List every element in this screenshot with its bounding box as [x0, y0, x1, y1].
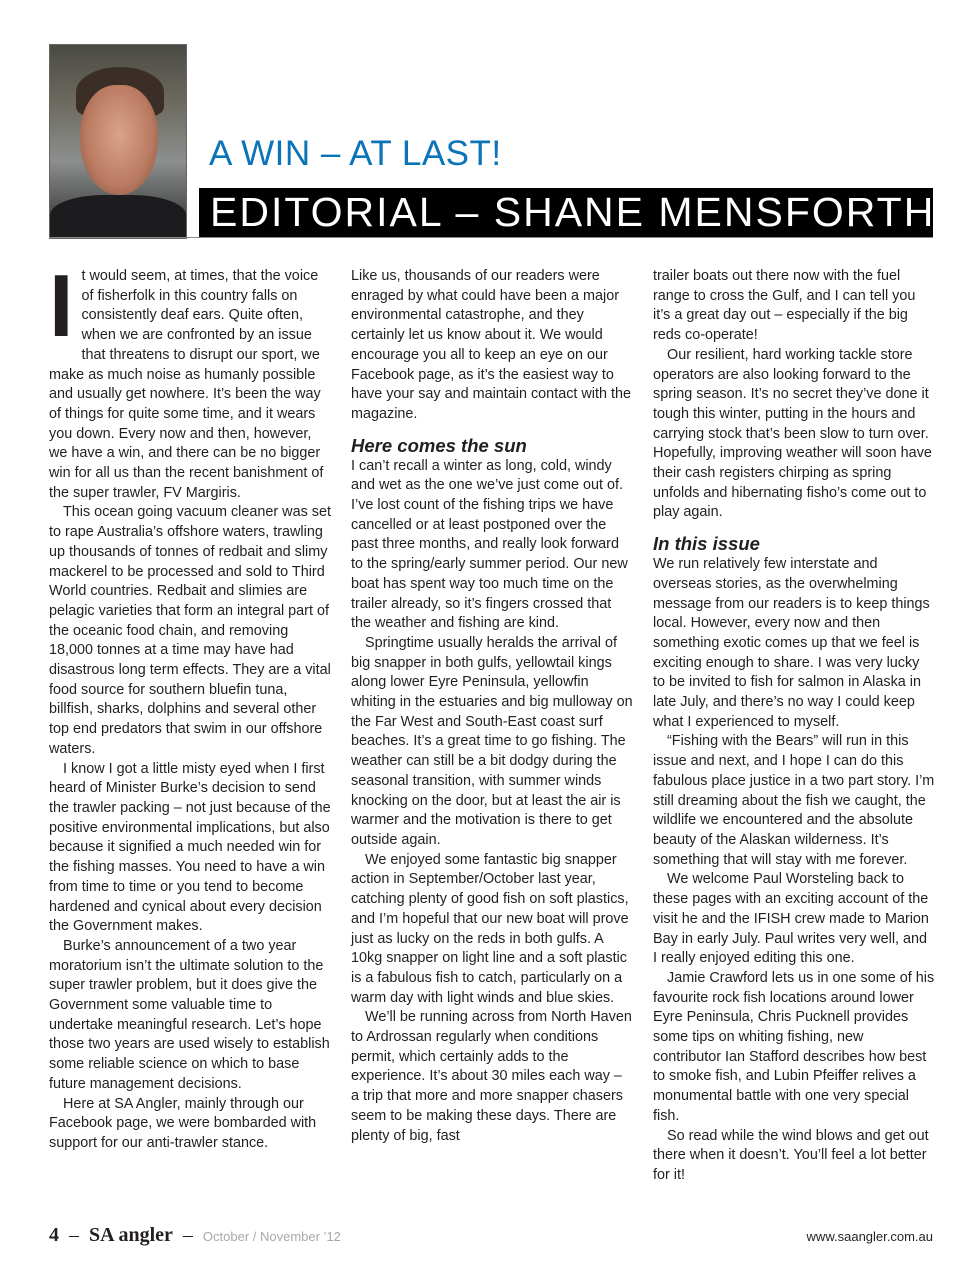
subheading: In this issue [653, 533, 760, 555]
paragraph: I know I got a little misty eyed when I first heard of Minister Burke’s decision to send the trawler packing – not just because of the positive environmental implications, but also because it signified a much needed win for the fishing masses. You need to have a win from time to time or you tend to become hardened and cynical about every decision the Government makes. [49, 760, 331, 935]
paragraph: Our resilient, hard working tackle store operators are also looking forward to the spring season. It’s no secret they’ve done it tough this winter, putting in the hours and carrying stock that’s been slow to turn over. Hopefully, improving weather will soon have their cash registers chirping as spring unfolds and hibernating fisho’s come out to play again. [653, 346, 932, 521]
paragraph: We welcome Paul Worsteling back to these pages with an exciting account of the visit he and the IFISH crew made to Marion Bay in early July. Paul writes very well, and I really enjoyed editing this one. [653, 871, 929, 967]
page-number: 4 [49, 1224, 59, 1246]
section-banner: EDITORIAL – SHANE MENSFORTH [199, 188, 933, 237]
paragraph: I can’t recall a winter as long, cold, windy and wet as the one we’ve just come out of. I’ve lost count of the fishing trips we have cancelled or at least postponed over the past three months, and really look forward to the spring/early summer period. Our new boat has spent way too much time on the trailer already, so it’s fingers crossed that the weather and fishing are kind. [351, 457, 628, 632]
footer-dash: – [182, 1224, 193, 1246]
paragraph: We run relatively few interstate and overseas stories, as the overwhelming message from our readers is to keep things local. However, every now and then something exotic comes up that we feel is exciting enough to share. I was very lucky to be invited to fish for salmon in Alaska in late July, and there’s no way I could keep what I experienced to myself. [653, 556, 930, 730]
page-footer [49, 1224, 933, 1248]
paragraph: Jamie Crawford lets us in one some of his favourite rock fish locations around lower Eyre Peninsula, Chris Pucknell provides some tips on whiting fishing, new contributor Ian Stafford describes how best to smoke fish, and Lubin Pfeiffer relives a monumental battle with one very special fish. [653, 969, 935, 1124]
paragraph: Burke’s announcement of a two year moratorium isn’t the ultimate solution to the super trawler problem, but it does give the Government some valuable time to undertake meaningful research. Let’s hope those two years are used wisely to establish some reliable science on which to base future management decisions. [49, 937, 330, 1092]
column-2 [351, 267, 633, 1146]
paragraph: “Fishing with the Bears” will run in this issue and next, and I hope I can do this fabulous place justice in a two part story. I’m still dreaming about the fish we caught, the wildlife we encountered and the absolute beauty of the Alaskan wilderness. It’s something that will stay with me forever. [653, 733, 935, 868]
footer-dash: – [69, 1224, 79, 1246]
paragraph: Like us, thousands of our readers were enraged by what could have been a major environmental catastrophe, and they certainly let us know about it. We would encourage you all to keep an eye on our Facebook page, as it’s the easiest way to have your say and maintain contact with the magazine. [351, 268, 631, 422]
paragraph: So read while the wind blows and get out there when it doesn’t. You’ll feel a lot better for it! [653, 1127, 929, 1183]
issue-date: October / November ’12 [202, 1229, 341, 1244]
magazine-name: SA angler [89, 1224, 173, 1246]
column-3 [653, 267, 935, 1186]
paragraph: This ocean going vacuum cleaner was set to rape Australia’s offshore waters, trawling up thousands of tonnes of redbait and slimy mackerel to be processed and sold to Third World countries. Redbait and slimies are pelagic varieties that form an integral part of the oceanic food chain, and removing 18,000 tonnes at a time may have had disastrous long term effects. They are a vital food source for southern bluefin tuna, billfish, sharks, dolphins and several other top end predators that swim in our offshore waters. [49, 504, 331, 757]
article-title: A WIN – AT LAST! [209, 134, 502, 173]
paragraph: Here at SA Angler, mainly through our Facebook page, we were bombarded with support for our anti-trawler stance. [49, 1095, 317, 1151]
website-url: www.saangler.com.au [806, 1229, 933, 1244]
subheading: Here comes the sun [351, 434, 527, 456]
paragraph: t would seem, at times, that the voice of fisherfolk in this country falls on consistently deaf ears. Quite often, when we are confronted by an issue that threatens to disrupt our sport, we make as much noise as humanly possible and usually get nowhere. It’s been the way of things for quite some time, and it wears you down. Every now and then, however, we have a win, and there can be no bigger win for all us than the recent banishment of the super trawler, FV Margiris. [49, 268, 324, 501]
paragraph: Springtime usually heralds the arrival of big snapper in both gulfs, yellowtail kings along lower Eyre Peninsula, yellowfin whiting in the estuaries and big mulloway on the Far West and South-East coast surf beaches. It’s a great time to go fishing. The weather can still be a bit dodgy during the seasonal transition, with summer winds knocking on the door, but at least the air is warmer and the motivation is there to get outside again. [351, 634, 633, 848]
paragraph: We’ll be running across from North Haven to Ardrossan regularly when conditions permit, which certainly adds to the experience. It’s about 30 miles each way – a trip that more and more snapper chasers seem to be making these days. There are plenty of big, fast [351, 1009, 632, 1144]
header-divider [49, 237, 933, 238]
column-1 [49, 256, 331, 1154]
paragraph: trailer boats out there now with the fuel range to cross the Gulf, and I can tell you it’s a great day out – especially if the big reds co-operate! [653, 268, 916, 344]
photo-body [50, 195, 186, 239]
drop-cap: I [49, 256, 74, 355]
paragraph: We enjoyed some fantastic big snapper action in September/October last year, catching plenty of good fish on soft plastics, and I’m hopeful that our new boat will prove just as lucky on the reds in both gulfs. A 10kg snapper on light line and a soft plastic is a fabulous fish to catch, particularly on a warm day with light winds and blue skies. [351, 851, 629, 1006]
author-photo [49, 44, 187, 239]
photo-face [80, 85, 158, 195]
